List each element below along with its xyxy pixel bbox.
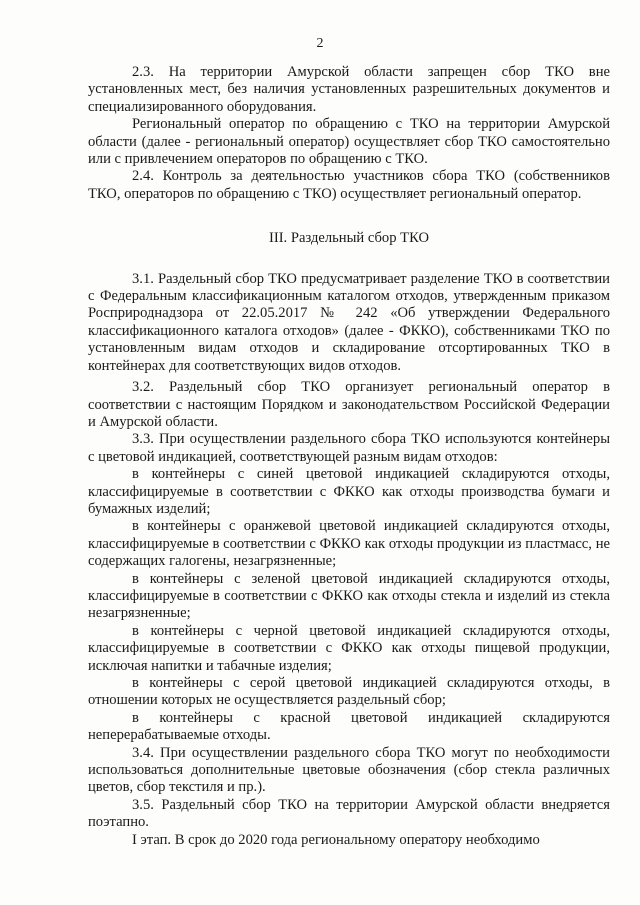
list-item-blue-container: в контейнеры с синей цветовой индикацией складируются отходы, классифицируемые в соответствии с ФККО как отходы производства бумаги и бумажных изделий;	[88, 466, 610, 517]
paragraph-stage-1: I этап. В срок до 2020 года региональному оператору необходимо	[132, 831, 540, 848]
document-body	[88, 64, 610, 849]
paragraph-3-4: 3.4. При осуществлении раздельного сбора ТКО могут по необходимости использоваться дополнительные цветовые обозначения (сбор стекла различных цветов, сбор текстиля и пр.).	[88, 744, 610, 796]
paragraph-regional-operator: Региональный оператор по обращению с ТКО на территории Амурской области (далее - региональный оператор) осуществляет сбор ТКО самостоятельно или с привлечением операторов по обращению с ТКО.	[88, 116, 610, 168]
section-heading-iii: III. Раздельный сбор ТКО	[268, 230, 430, 247]
paragraph-2-4: 2.4. Контроль за деятельностью участников сбора ТКО (собственников ТКО, операторов по обращению с ТКО) осуществляет региональный оператор.	[88, 168, 610, 202]
list-item-orange-container: в контейнеры с оранжевой цветовой индикацией складируются отходы, классифицируемые в соответствии с ФККО как отходы продукции из пластмасс, не содержащих галогены, незагрязненные;	[88, 518, 610, 570]
paragraph-3-1: 3.1. Раздельный сбор ТКО предусматривает разделение ТКО в соответствии с Федеральным классификационным каталогом отходов, утвержденным приказом Росприроднадзора от 22.05.2017 № 242 «Об утверждении Федерального классификационного каталога отходов» (далее - ФККО), собственниками ТКО по установленным видам отходов и складирование отсортированных ТКО в контейнерах для соответствующих видов отходов.	[88, 270, 610, 374]
page-number: 2	[316, 36, 324, 51]
list-item-red-container: в контейнеры с красной цветовой индикацией складируются неперерабатываемые отходы.	[88, 709, 610, 744]
paragraph-3-3: 3.3. При осуществлении раздельного сбора ТКО используются контейнеры с цветовой индикацией, соответствующей разным видам отходов:	[88, 431, 610, 465]
list-item-gray-container: в контейнеры с серой цветовой индикацией складируются отходы, в отношении которых не осуществляется раздельный сбор;	[88, 675, 610, 709]
list-item-green-container: в контейнеры с зеленой цветовой индикацией складируются отходы, классифицируемые в соответствии с ФККО как отходы стекла и изделий из стекла незагрязненные;	[88, 570, 610, 622]
list-item-black-container: в контейнеры с черной цветовой индикацией складируются отходы, классифицируемые в соответствии с ФККО как отходы пищевой продукции, исключая напитки и табачные изделия;	[88, 622, 610, 674]
paragraph-3-5: 3.5. Раздельный сбор ТКО на территории Амурской области внедряется поэтапно.	[88, 796, 610, 831]
paragraph-3-2: 3.2. Раздельный сбор ТКО организует региональный оператор в соответствии с настоящим Порядком и законодательством Российской Федерации и Амурской области.	[88, 379, 610, 430]
paragraph-2-3: 2.3. На территории Амурской области запрещен сбор ТКО вне установленных мест, без наличия установленных разрешительных документов и специализированного оборудования.	[88, 64, 610, 115]
